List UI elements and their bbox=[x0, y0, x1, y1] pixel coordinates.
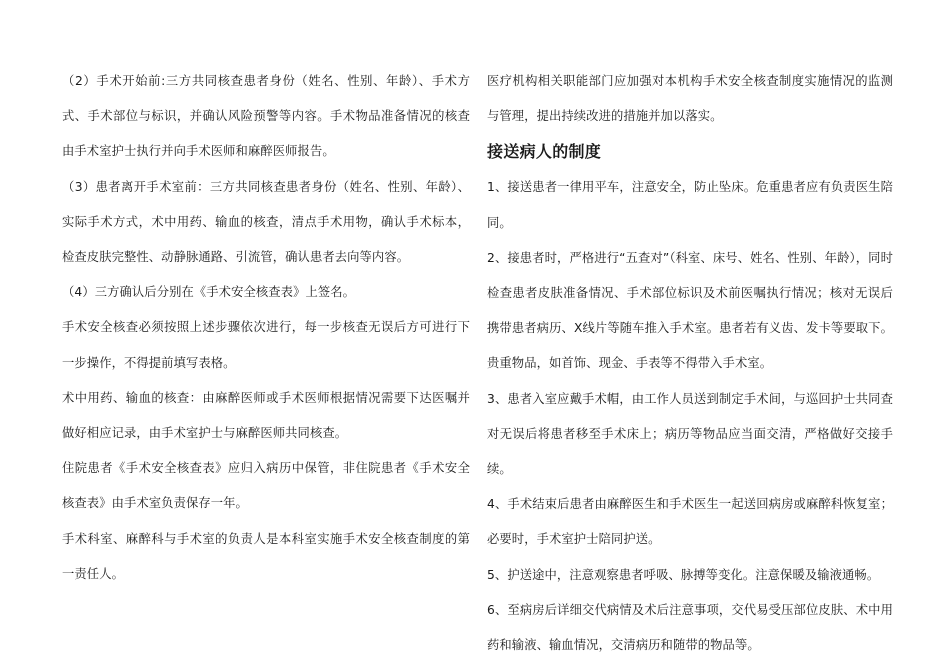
list-item: 2、接患者时，严格进行“五查对”（科室、床号、姓名、性别、年龄），同时检查患者皮肤准备情况、手术部位标识及术前医嘱执行情况；核对无误后携带患者病历、X线片等随车推入手术室。患者若有义齿、发卡等要取下。贵重物品，如首饰、现金、手表等不得带入手术室。 bbox=[487, 250, 893, 371]
list-item: 1、接送患者一律用平车，注意安全，防止坠床。危重患者应有负责医生陪同。 bbox=[487, 180, 893, 230]
right-column bbox=[487, 64, 893, 663]
list-item: 6、至病房后详细交代病情及术后注意事项，交代易受压部位皮肤、术中用药和输液、输血情况，交清病历和随带的物品等。 bbox=[487, 602, 893, 653]
paragraph: 手术科室、麻醉科与手术室的负责人是本科室实施手术安全核查制度的第一责任人。 bbox=[62, 531, 470, 581]
list-item: 5、护送途中，注意观察患者呼吸、脉搏等变化。注意保暖及输液通畅。 bbox=[487, 567, 880, 582]
list-item: 3、患者入室应戴手术帽，由工作人员送到制定手术间，与巡回护士共同查对无误后将患者移至手术床上；病历等物品应当面交清，严格做好交接手续。 bbox=[487, 391, 893, 477]
section-heading: 接送病人的制度 bbox=[487, 142, 602, 162]
left-column bbox=[62, 64, 470, 592]
paragraph: 术中用药、输血的核查：由麻醉医师或手术医师根据情况需要下达医嘱并做好相应记录，由手术室护士与麻醉医师共同核查。 bbox=[62, 390, 470, 441]
intro-paragraph: 医疗机构相关职能部门应加强对本机构手术安全核查制度实施情况的监测与管理，提出持续改进的措施并加以落实。 bbox=[487, 74, 893, 124]
paragraph: （2）手术开始前:三方共同核查患者身份（姓名、性别、年龄）、手术方式、手术部位与标识，并确认风险预警等内容。手术物品准备情况的核查由手术室护士执行并向手术医师和麻醉医师报告。 bbox=[62, 74, 470, 159]
paragraph: （3）患者离开手术室前：三方共同核查患者身份（姓名、性别、年龄）、实际手术方式，术中用药、输血的核查，清点手术用物，确认手术标本，检查皮肤完整性、动静脉通路、引流管，确认患者去向等内容。 bbox=[62, 179, 470, 265]
paragraph: （4）三方确认后分别在《手术安全核查表》上签名。 bbox=[62, 285, 356, 300]
paragraph: 住院患者《手术安全核查表》应归入病历中保管，非住院患者《手术安全核查表》由手术室负责保存一年。 bbox=[62, 461, 470, 511]
paragraph: 手术安全核查必须按照上述步骤依次进行，每一步核查无误后方可进行下一步操作，不得提前填写表格。 bbox=[62, 320, 470, 370]
list-item: 4、手术结束后患者由麻醉医生和手术医生一起送回病房或麻醉科恢复室；必要时，手术室护士陪同护送。 bbox=[487, 497, 893, 547]
